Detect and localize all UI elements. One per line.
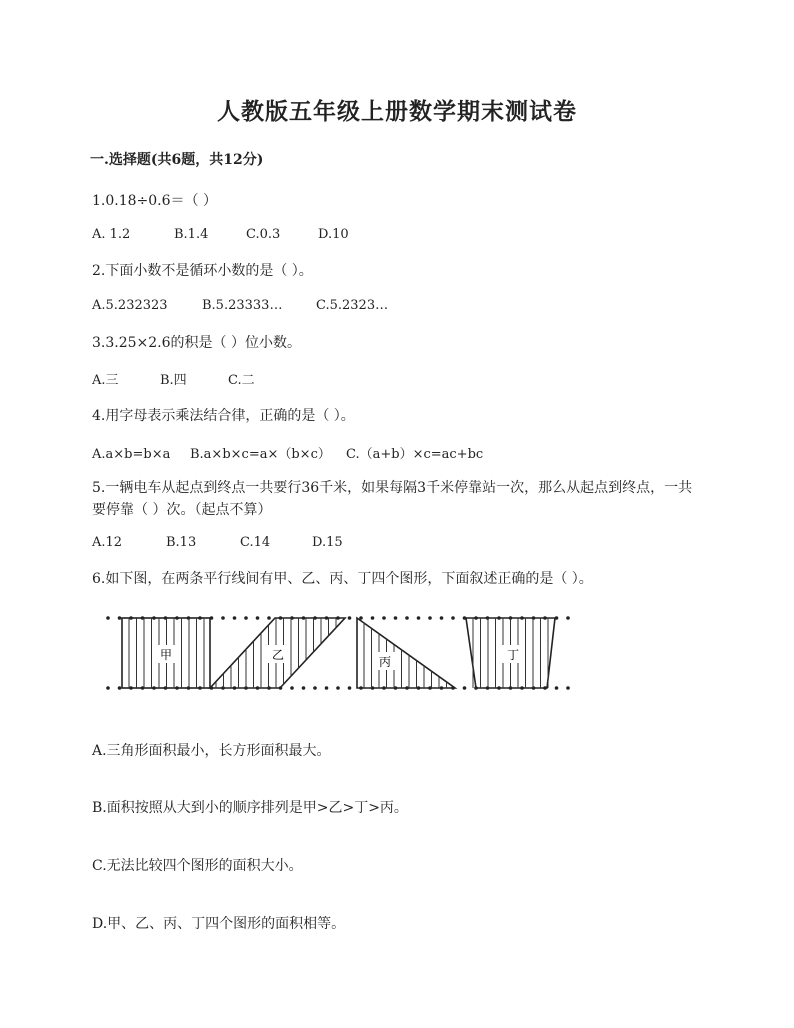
option: B.5.23333… [202, 298, 283, 313]
line-dot [566, 686, 570, 690]
line-dot [348, 686, 352, 690]
question-2-options [92, 298, 388, 313]
shape-yi-parallelogram [210, 618, 345, 688]
line-dot [290, 686, 294, 690]
shape-jia-rectangle [122, 618, 210, 688]
option: D.10 [318, 227, 349, 242]
shape-bing-triangle [357, 618, 455, 688]
line-dot [267, 616, 271, 620]
option: C.5.2323… [316, 298, 389, 313]
option: C.0.3 [246, 227, 281, 242]
option: C.二 [228, 373, 255, 388]
question-4-options [92, 443, 483, 462]
question-1-options [92, 227, 349, 242]
line-dot [244, 616, 248, 620]
option: A.三 [92, 373, 119, 388]
line-dot [451, 616, 455, 620]
line-dot [566, 616, 570, 620]
option: A.12 [92, 535, 123, 550]
line-dot [336, 686, 340, 690]
parallel-lines-figure [100, 605, 580, 700]
statement-a: A.三角形面积最小，长方形面积最大。 [92, 743, 331, 759]
line-dot [302, 686, 306, 690]
statement-d: D.甲、乙、丙、丁四个图形的面积相等。 [92, 916, 346, 932]
line-dot [118, 686, 122, 690]
line-dot [325, 686, 329, 690]
option: C.14 [240, 535, 271, 550]
line-dot [394, 616, 398, 620]
page-title: 人教版五年级上册数学期末测试卷 [217, 98, 577, 125]
question-2: 2.下面小数不是循环小数的是（ ）。 [92, 263, 313, 279]
line-dot [417, 616, 421, 620]
line-dot [555, 686, 559, 690]
shape-ding-trapezoid [466, 618, 555, 688]
line-dot [313, 686, 317, 690]
label-yi: 乙 [271, 648, 285, 662]
line-dot [256, 616, 260, 620]
question-5: 5.一辆电车从起点到终点一共要行36千米，如果每隔3千米停靠站一次，那么从起点到终点，一共要停靠（ ）次。（起点不算） [92, 480, 693, 518]
label-bing: 丙 [378, 655, 392, 669]
line-dot [382, 616, 386, 620]
line-dot [428, 616, 432, 620]
option: B.1.4 [174, 227, 209, 242]
option: B.四 [160, 373, 187, 388]
line-dot [405, 616, 409, 620]
option: C.（a+b）×c=ac+bc [346, 447, 484, 462]
option: A. 1.2 [92, 227, 131, 242]
line-dot [233, 616, 237, 620]
question-1: 1.0.18÷0.6＝（ ） [92, 193, 217, 209]
line-dot [348, 616, 352, 620]
line-dot [463, 686, 467, 690]
option: B.a×b×c=a×（b×c） [190, 447, 331, 462]
question-3: 3.3.25×2.6的积是（ ）位小数。 [92, 335, 301, 351]
statement-c: C.无法比较四个图形的面积大小。 [92, 858, 303, 874]
option: B.13 [166, 535, 197, 550]
line-dot [221, 616, 225, 620]
question-6: 6.如下图，在两条平行线间有甲、乙、丙、丁四个图形，下面叙述正确的是（ ）。 [92, 571, 593, 587]
line-dot [371, 616, 375, 620]
line-dot [106, 686, 110, 690]
line-dot [118, 616, 122, 620]
option: A.5.232323 [92, 298, 168, 313]
question-3-options [92, 369, 255, 388]
question-5-options [92, 535, 343, 550]
label-jia: 甲 [159, 648, 173, 662]
line-dot [440, 616, 444, 620]
option: A.a×b=b×a [92, 447, 171, 462]
statement-b: B.面积按照从大到小的顺序排列是甲>乙>丁>丙。 [92, 800, 408, 816]
section-heading: 一.选择题(共6题，共12分) [90, 152, 264, 168]
label-ding: 丁 [506, 648, 520, 662]
question-4: 4.用字母表示乘法结合律，正确的是（ ）。 [92, 408, 355, 424]
line-dot [106, 616, 110, 620]
option: D.15 [312, 535, 343, 550]
